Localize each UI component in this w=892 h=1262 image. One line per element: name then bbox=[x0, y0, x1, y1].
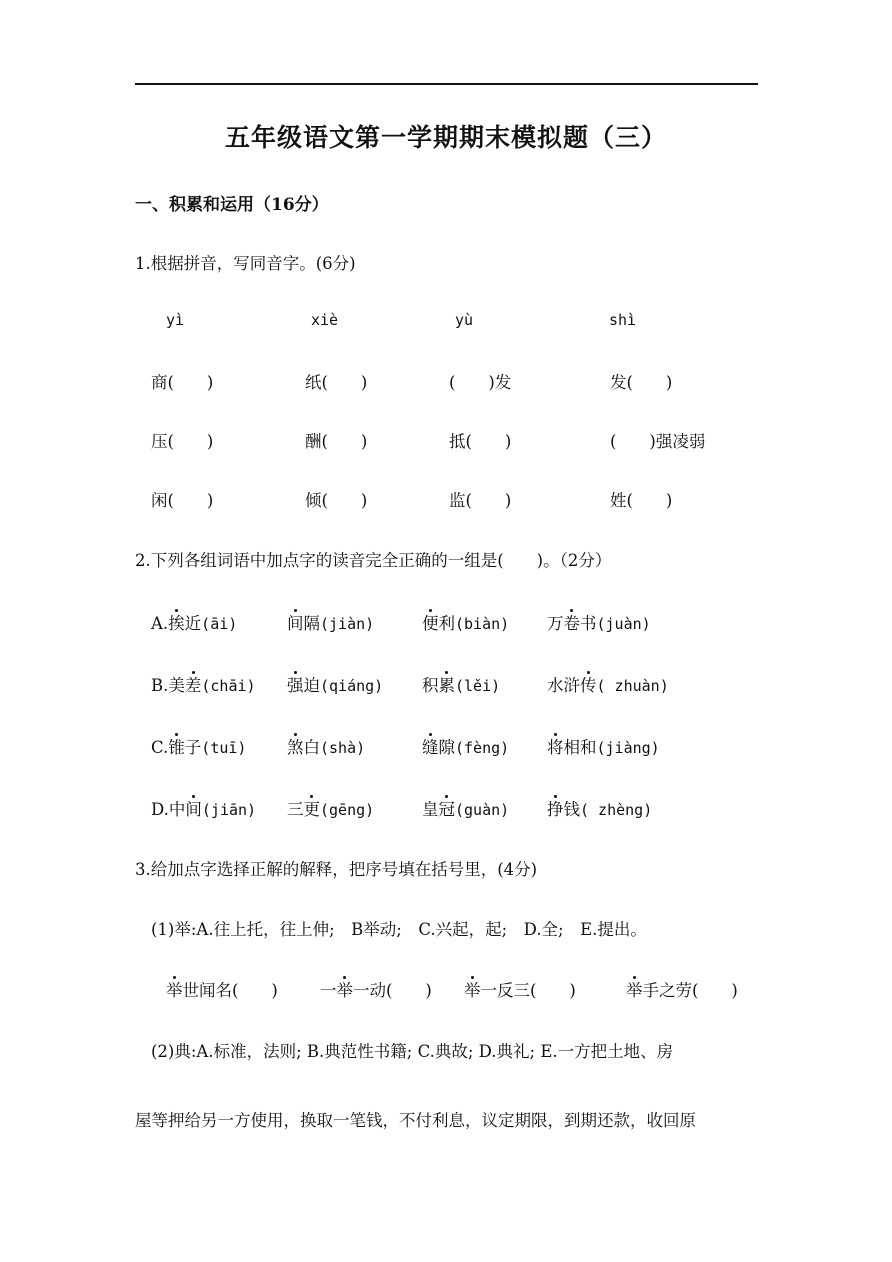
blank-item: 闲( ) bbox=[151, 491, 214, 510]
pinyin-reading: ( zhèng) bbox=[580, 801, 653, 819]
question-3-sub2: (2)典:A.标准，法则; B.典范性书籍; C.典故; D.典礼; E.一方把土地、房 bbox=[151, 1042, 674, 1061]
blank-item: 发( ) bbox=[610, 373, 673, 392]
word-text: 利 bbox=[438, 614, 455, 633]
pinyin-reading: (shà) bbox=[320, 739, 366, 757]
dotted-character: 卷 bbox=[563, 614, 580, 633]
word-text: 皇 bbox=[422, 800, 439, 819]
dotted-character: 举 bbox=[464, 981, 481, 1000]
blank-item: 压( ) bbox=[151, 432, 214, 451]
dotted-character: 挨 bbox=[168, 614, 185, 633]
fill-item bbox=[166, 977, 278, 1001]
option-word bbox=[151, 734, 246, 758]
pinyin-reading: (gēng) bbox=[320, 801, 375, 819]
option-word bbox=[151, 796, 256, 820]
word-text: 积 bbox=[422, 676, 439, 695]
dotted-character: 将 bbox=[547, 738, 564, 757]
blank-item: 商( ) bbox=[151, 373, 214, 392]
pinyin-reading: (qiáng) bbox=[320, 677, 384, 695]
blank-item: 抵( ) bbox=[449, 432, 512, 451]
word-text: 子 bbox=[184, 738, 202, 757]
question-3-sub2-continued: 屋等押给另一方使用，换取一笔钱，不付利息，议定期限，到期还款，收回原 bbox=[135, 1111, 696, 1130]
word-text: 世闻名( ) bbox=[182, 981, 278, 1000]
word-text: 隙 bbox=[438, 738, 455, 757]
option-word bbox=[547, 610, 651, 634]
word-text: 一 bbox=[320, 981, 337, 1000]
option-word bbox=[547, 796, 652, 820]
option-label: C. bbox=[151, 738, 169, 757]
word-text: 迫 bbox=[303, 676, 320, 695]
dotted-character: 便 bbox=[422, 614, 439, 633]
option-word bbox=[151, 610, 237, 634]
option-label: B. bbox=[151, 676, 169, 695]
section-heading: 一、积累和运用（16分） bbox=[135, 195, 329, 215]
word-text: 一反三( ) bbox=[480, 981, 576, 1000]
pinyin-reading: (āi) bbox=[201, 615, 238, 633]
pinyin-reading: (biàn) bbox=[455, 615, 510, 633]
word-text: 相和 bbox=[563, 738, 597, 757]
pinyin-reading: (tuī) bbox=[201, 739, 247, 757]
dotted-character: 累 bbox=[438, 676, 455, 695]
pinyin-reading: (jiàn) bbox=[320, 615, 375, 633]
blank-item: ( )强凌弱 bbox=[610, 432, 706, 451]
pinyin-label: yì bbox=[166, 311, 185, 329]
option-word bbox=[422, 734, 509, 758]
blank-item: ( )发 bbox=[449, 373, 512, 392]
dotted-character: 间 bbox=[287, 614, 304, 633]
option-word bbox=[287, 734, 365, 758]
pinyin-reading: (chāi) bbox=[201, 677, 256, 695]
dotted-character: 举 bbox=[626, 981, 643, 1000]
word-text: 一动( ) bbox=[353, 981, 432, 1000]
pinyin-label: xiè bbox=[311, 311, 339, 329]
word-text: 水浒 bbox=[547, 676, 580, 695]
page-title: 五年级语文第一学期期末模拟题（三） bbox=[224, 123, 667, 152]
dotted-character: 更 bbox=[303, 800, 320, 819]
pinyin-reading: (guàn) bbox=[455, 801, 510, 819]
dotted-character: 间 bbox=[185, 800, 202, 819]
word-text: 美 bbox=[168, 676, 185, 695]
fill-item bbox=[626, 977, 738, 1001]
word-text: 钱 bbox=[563, 800, 580, 819]
pinyin-reading: (jiàng) bbox=[596, 739, 660, 757]
fill-item bbox=[464, 977, 576, 1001]
dotted-character: 锥 bbox=[168, 738, 185, 757]
blank-item: 纸( ) bbox=[305, 373, 368, 392]
pinyin-reading: (jiān) bbox=[201, 801, 257, 819]
option-label: D. bbox=[151, 800, 169, 819]
word-text: 白 bbox=[303, 738, 320, 757]
pinyin-label: shì bbox=[609, 311, 637, 329]
option-word bbox=[422, 672, 500, 696]
word-text: 手之劳( ) bbox=[642, 981, 738, 1000]
option-word bbox=[547, 672, 669, 696]
dotted-character: 差 bbox=[184, 676, 202, 695]
blank-item: 倾( ) bbox=[305, 491, 368, 510]
word-text: 三 bbox=[287, 800, 304, 819]
word-text: 书 bbox=[580, 614, 597, 633]
question-2-stem: 2.下列各组词语中加点字的读音完全正确的一组是( )。（2分） bbox=[135, 551, 612, 570]
dotted-character: 冠 bbox=[438, 800, 455, 819]
pinyin-reading: (lěi) bbox=[455, 677, 501, 695]
dotted-character: 煞 bbox=[287, 738, 304, 757]
option-word bbox=[547, 734, 660, 758]
pinyin-reading: (juàn) bbox=[596, 615, 651, 633]
word-text: 中 bbox=[168, 800, 186, 819]
fill-item bbox=[320, 977, 432, 1001]
option-word bbox=[287, 610, 374, 634]
question-3-stem: 3.给加点字选择正解的解释，把序号填在括号里，(4分) bbox=[135, 860, 538, 879]
option-word bbox=[422, 796, 509, 820]
word-text: 万 bbox=[547, 614, 564, 633]
word-text: 隔 bbox=[303, 614, 320, 633]
option-word bbox=[151, 672, 256, 696]
dotted-character: 举 bbox=[166, 981, 183, 1000]
header-rule bbox=[135, 83, 758, 85]
blank-item: 监( ) bbox=[449, 491, 512, 510]
option-word bbox=[287, 672, 383, 696]
option-label: A. bbox=[151, 614, 169, 633]
dotted-character: 传 bbox=[580, 676, 597, 695]
pinyin-label: yù bbox=[455, 311, 474, 329]
option-word bbox=[287, 796, 374, 820]
dotted-character: 举 bbox=[336, 981, 353, 1000]
dotted-character: 挣 bbox=[547, 800, 564, 819]
blank-item: 酬( ) bbox=[305, 432, 368, 451]
pinyin-reading: (fèng) bbox=[455, 739, 510, 757]
pinyin-reading: ( zhuàn) bbox=[596, 677, 669, 695]
question-1-stem: 1.根据拼音，写同音字。(6分) bbox=[135, 254, 356, 273]
dotted-character: 缝 bbox=[422, 738, 439, 757]
word-text: 近 bbox=[184, 614, 202, 633]
question-3-sub1: (1)举:A.往上托，往上伸; B举动; C.兴起，起; D.全; E.提出。 bbox=[151, 920, 647, 939]
dotted-character: 强 bbox=[287, 676, 304, 695]
blank-item: 姓( ) bbox=[610, 491, 673, 510]
option-word bbox=[422, 610, 509, 634]
